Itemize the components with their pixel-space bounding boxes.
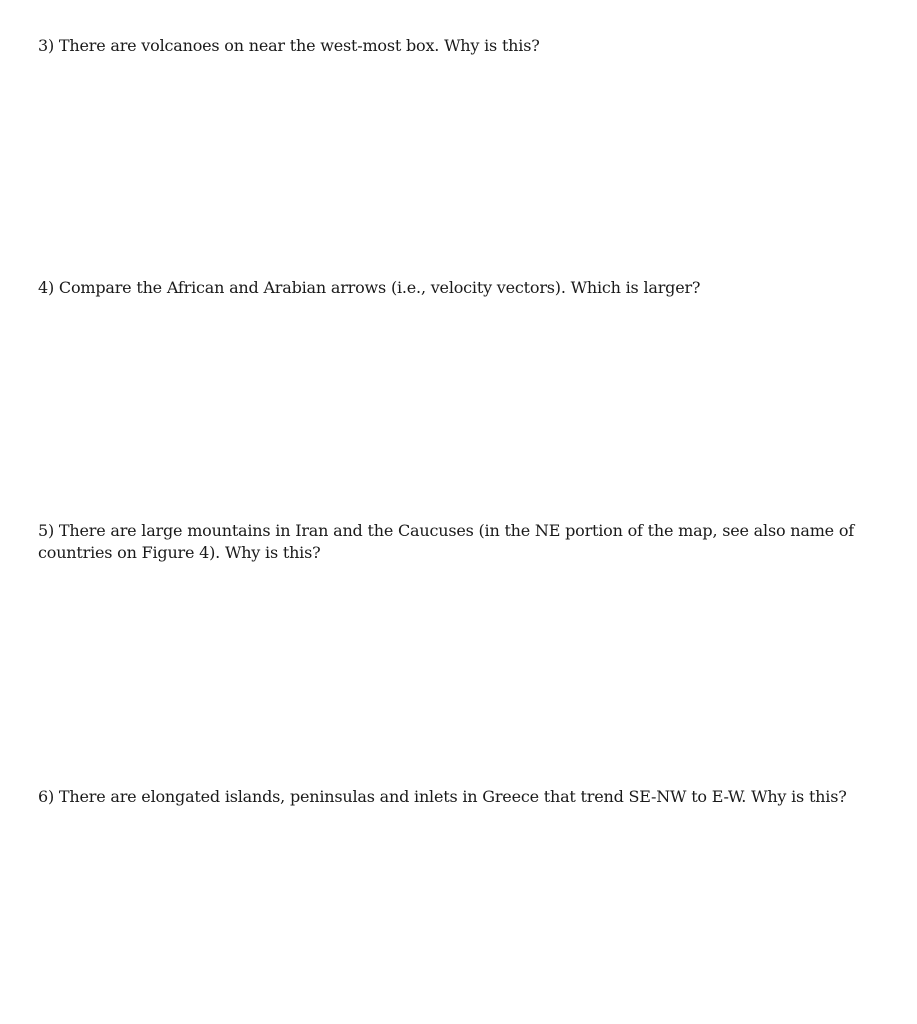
question-3: 3) There are volcanoes on near the west-most box. Why is this? [38,36,540,55]
question-6: 6) There are elongated islands, peninsulas and inlets in Greece that trend SE-NW to E-W. Why is this? [38,787,847,806]
question-4: 4) Compare the African and Arabian arrows (i.e., velocity vectors). Which is larger? [38,278,701,297]
question-5: 5) There are large mountains in Iran and the Caucuses (in the NE portion of the map, see also name of countries on Figure 4). Why is this? [38,521,854,562]
